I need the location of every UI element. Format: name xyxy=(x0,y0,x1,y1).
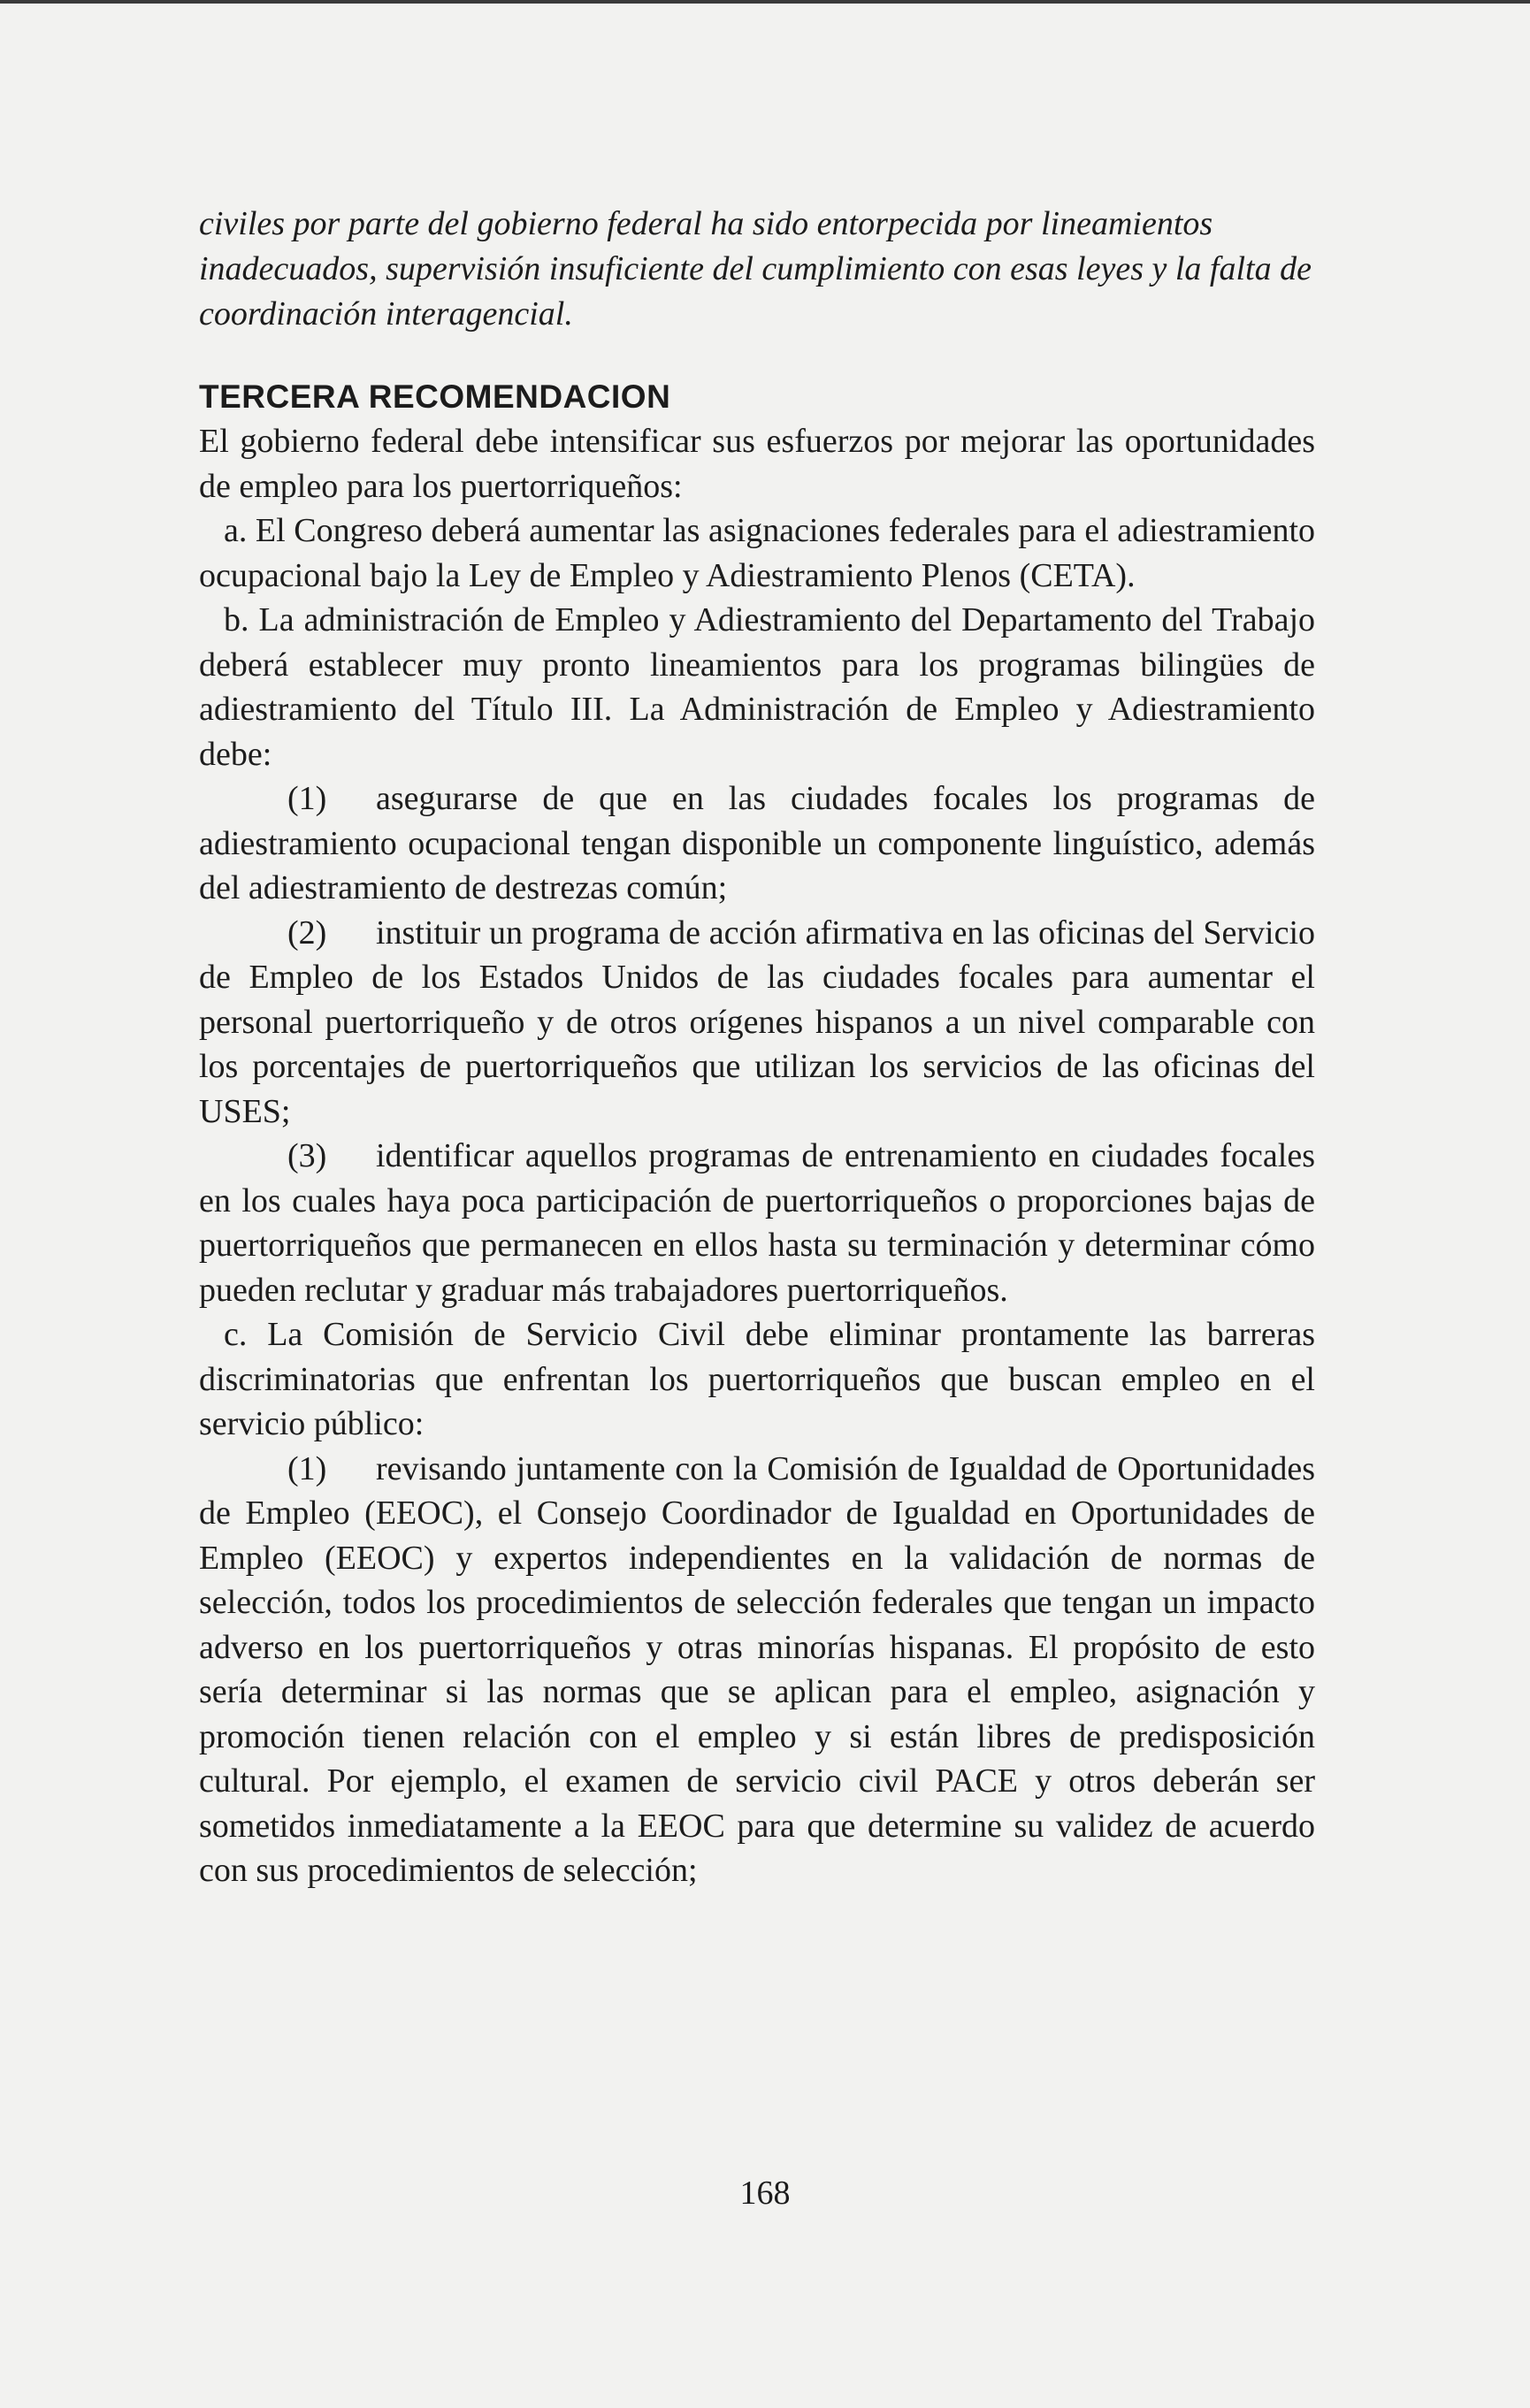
page-number: 168 xyxy=(739,2175,791,2212)
b-item-1-number: (1) xyxy=(287,780,327,817)
b-item-3 xyxy=(199,1134,1315,1312)
page-body xyxy=(199,202,1315,1893)
c-item-1-text: revisando juntamente con la Comisión de Igualdad de Oportunidades de Empleo (EEOC), el Consejo Coordinador de Igualdad en Oportunidades de Empleo (EEOC) y expertos independientes en la validación de normas de selección, todos los procedimientos de selección federales que tengan un impacto adverso en los puertorriqueños y otras minorías hispanas. El propósito de esto sería determinar si las normas que se aplican para el empleo, asignación y promoción tienen relación con el empleo y si están libres de predisposición cultural. Por ejemplo, el examen de servicio civil PACE y otros deberán ser sometidos inmediatamente a la EEOC para que determine su validez de acuerdo con sus procedimientos de selección; xyxy=(199,1449,1315,1889)
top-border-line xyxy=(0,0,1530,4)
b-item-2-number: (2) xyxy=(287,914,327,952)
point-c-paragraph: c. La Comisión de Servicio Civil debe eliminar prontamente las barreras discriminatorias que enfrentan los puertorriqueños que buscan empleo en el servicio público: xyxy=(199,1316,1315,1442)
c-item-1-number: (1) xyxy=(287,1449,327,1487)
c-item-1 xyxy=(199,1447,1315,1893)
b-item-2-text: instituir un programa de acción afirmativa en las oficinas del Servicio de Empleo de los Estados Unidos de las ciudades focales para aumentar el personal puertorriqueño y de otros orígenes hispanos a un nivel comparable con los porcentajes de puertorriqueños que utilizan los servicios de las oficinas del USES; xyxy=(199,914,1315,1130)
point-b-paragraph: b. La administración de Empleo y Adiestramiento del Departamento del Trabajo deberá establecer muy pronto lineamientos para los programas bilingües de adiestramiento del Título III. La Administración de Empleo y Adiestramiento debe: xyxy=(199,601,1315,773)
section-heading: TERCERA RECOMENDACION xyxy=(199,378,671,415)
intro-italic-paragraph: civiles por parte del gobierno federal ha sido entorpecida por lineamientos inadecuados, supervisión insuficiente del cumplimiento con esas leyes y la falta de coordinación interagencial. xyxy=(199,205,1312,333)
intro-paragraph: El gobierno federal debe intensificar sus esfuerzos por mejorar las oportunidades de empleo para los puertorriqueños: xyxy=(199,423,1315,505)
b-item-1-text: asegurarse de que en las ciudades focales los programas de adiestramiento ocupacional tengan disponible un componente linguístico, además del adiestramiento de destrezas común; xyxy=(199,780,1315,906)
point-a-paragraph: a. El Congreso deberá aumentar las asignaciones federales para el adiestramiento ocupacional bajo la Ley de Empleo y Adiestramiento Plenos (CETA). xyxy=(199,512,1315,594)
b-item-2 xyxy=(199,911,1315,1135)
b-item-1 xyxy=(199,776,1315,911)
b-item-3-number: (3) xyxy=(287,1137,327,1174)
b-item-3-text: identificar aquellos programas de entrenamiento en ciudades focales en los cuales haya poca participación de puertorriqueños o proporciones bajas de puertorriqueños que permanecen en ellos hasta su terminación y determinar cómo pueden reclutar y graduar más trabajadores puertorriqueños. xyxy=(199,1137,1315,1309)
